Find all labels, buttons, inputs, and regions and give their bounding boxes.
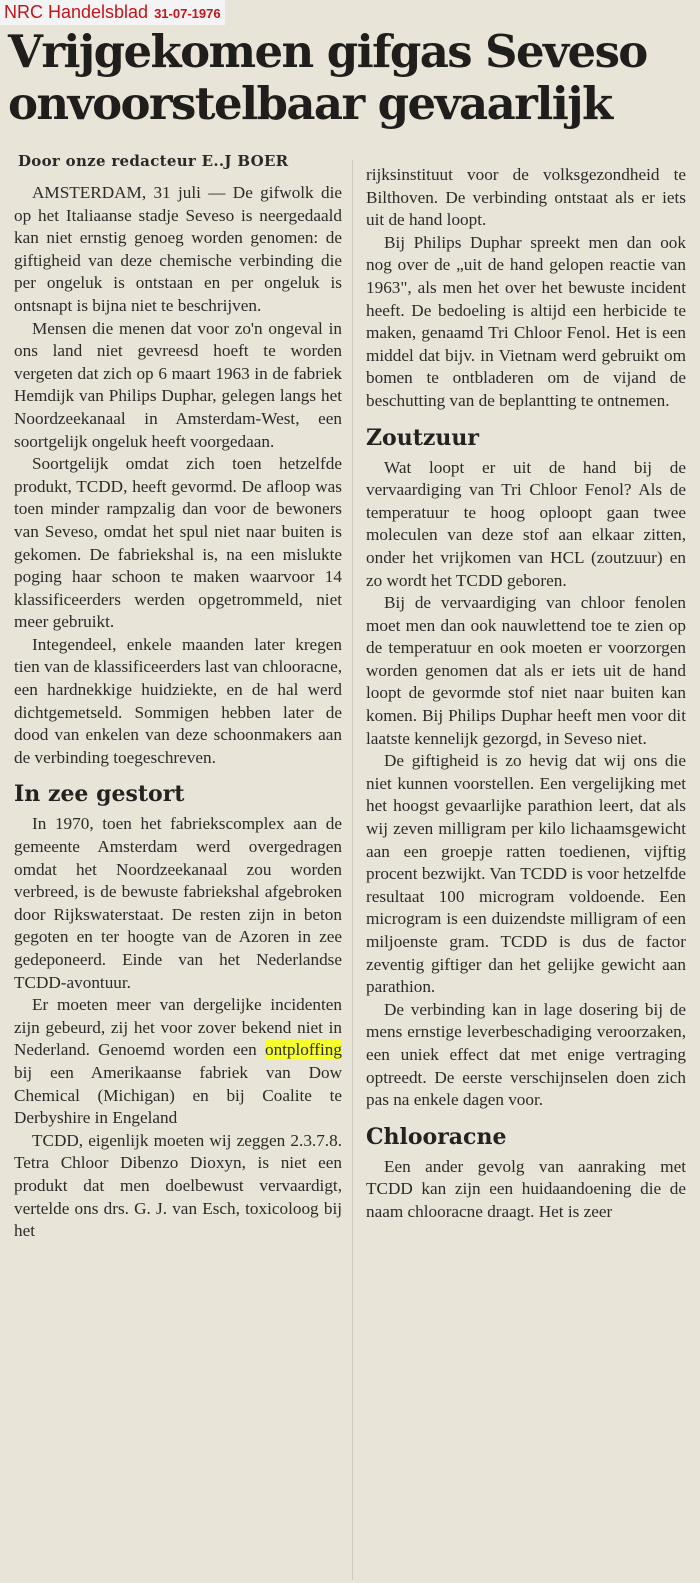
- paragraph: De verbinding kan in lage dosering bij de mens ernstige leverbeschadiging veroorzaken, een uniek effect dat met enige vertraging optreedt. De eerste verschijnselen doen zich pas na enkele dagen voor.: [366, 999, 686, 1110]
- left-column: [14, 182, 342, 1243]
- paragraph: Bij Philips Duphar spreekt men dan ook nog over de „uit de hand gelopen reactie van 1963", als men het over het bewuste incident heeft. De bedoeling is altijd een herbicide te maken, genaamd Tri Chloor Fenol. Het is een middel dat bijv. in Vietnam werd gebruikt om bomen te ontbladeren om de vijand de beschutting van de beplantting te ontnemen.: [366, 232, 686, 410]
- paragraph: Soortgelijk omdat zich toen hetzelfde produkt, TCDD, heeft gevormd. De afloop was toen minder rampzalig dan voor de bewoners van Seveso, omdat het spul niet naar buiten is gekomen. De fabriekshal is, na een mislukte poging haar schoon te maken waarvoor 14 klassificeerders werden opgetrommeld, niet meer gebruikt.: [14, 454, 342, 632]
- paragraph: Mensen die menen dat voor zo'n ongeval in ons land niet gevreesd hoeft te worden vergeten dat zich op 6 maart 1963 in de fabriek Hemdijk van Philips Duphar, gelegen langs het Noordzeekanaal in Amsterdam-West, een soortgelijk ongeluk heeft voorgedaan.: [14, 318, 342, 451]
- article-headline: Vrijgekomen gifgas Seveso onvoorstelbaar gevaarlijk: [8, 25, 647, 130]
- right-column: [366, 164, 686, 1224]
- paragraph: De giftigheid is zo hevig dat wij ons die niet kunnen voorstellen. Een vergelijking met het hoogst gevaarlijke parathion leert, dat als wij zeven milligram per kilo lichaamsgewicht aan een groepje ratten toedienen, vijftig procent bezwijkt. Van TCDD is voor hetzelfde resultaat 100 microgram voldoende. Een microgram is een duizendste milligram of een miljoenste gram. TCDD is dus de factor zeventig giftiger dan het gelijke gewicht aan parathion.: [366, 751, 686, 997]
- paragraph: Een ander gevolg van aanraking met TCDD kan zijn een huidaandoening die de naam chlooracne draagt. Het is zeer: [366, 1156, 686, 1221]
- publication-name: NRC Handelsblad: [4, 2, 149, 22]
- subheading-chlooracne: Chlooracne: [366, 1123, 507, 1150]
- paragraph: rijksinstituut voor de volksgezondheid te Bilthoven. De verbinding ontstaat als er iets uit de hand loopt.: [366, 165, 686, 230]
- paragraph-text: Er moeten meer van dergelijke incidenten zijn gebeurd, zij het voor zover bekend niet in Nederland. Genoemd worden een: [14, 995, 342, 1060]
- paragraph-with-highlight: [14, 994, 342, 1130]
- paragraph: In 1970, toen het fabriekscomplex aan de gemeente Amsterdam werd overgedragen omdat het Noordzeekanaal zou worden verbreed, is de bewuste fabriekshal afgebroken door Rijkswaterstaat. De resten zijn in beton gegoten en ter hoogte van de Azoren in zee gedeponeerd. Einde van het Nederlandse TCDD-avontuur.: [14, 814, 342, 992]
- column-divider: [352, 160, 353, 1580]
- paragraph: Bij de vervaardiging van chloor fenolen moet men dan ook nauwlettend toe te zien op de temperatuur en ook moeten er voorzorgen worden genomen dat als er iets uit de hand loopt de gevormde stof niet naar buiten kan komen. Bij Philips Duphar heeft men voor dit laatste kennelijk gezorgd, in Seveso niet.: [366, 593, 686, 748]
- paragraph: Wat loopt er uit de hand bij de vervaardiging van Tri Chloor Fenol? Als de temperatuur te hoog oploopt gaan twee moleculen van deze stof aan elkaar zitten, onder het vrijkomen van HCL (zoutzuur) en zo wordt het TCDD geboren.: [366, 457, 686, 590]
- highlighted-word: ontploffing: [264, 1040, 342, 1060]
- paragraph: AMSTERDAM, 31 juli — De gifwolk die op het Italiaanse stadje Seveso is neergedaald kan niet ernstig genoeg worden genomen: de giftigheid van deze chemische verbinding die per ongeluk is ontstaan en per ongeluk is ontsnapt is bijna niet te beschrijven.: [14, 183, 342, 315]
- publication-date: 31-07-1976: [154, 6, 221, 21]
- subheading-zoutzuur: Zoutzuur: [366, 424, 479, 451]
- paragraph: TCDD, eigenlijk moeten wij zeggen 2.3.7.8. Tetra Chloor Dibenzo Dioxyn, is niet een produkt dat men doelbewust vervaardigt, vertelde ons drs. G. J. van Esch, toxicoloog bij het: [14, 1130, 342, 1241]
- source-label: [0, 0, 225, 25]
- paragraph-text: bij een Amerikaanse fabriek van Dow Chemical (Michigan) en bij Coalite te Derbyshire in Engeland: [14, 1062, 342, 1128]
- subheading-in-zee-gestort: In zee gestort: [14, 781, 185, 808]
- byline: Door onze redacteur E..J BOER: [18, 152, 289, 170]
- paragraph: Integendeel, enkele maanden later kregen tien van de klassificeerders last van chlooracne, een hardnekkige huidziekte, en de hal werd dichtgemetseld. Sommigen hebben later de dood van enkelen van deze schoonmakers aan de verbinding toegeschreven.: [14, 634, 342, 767]
